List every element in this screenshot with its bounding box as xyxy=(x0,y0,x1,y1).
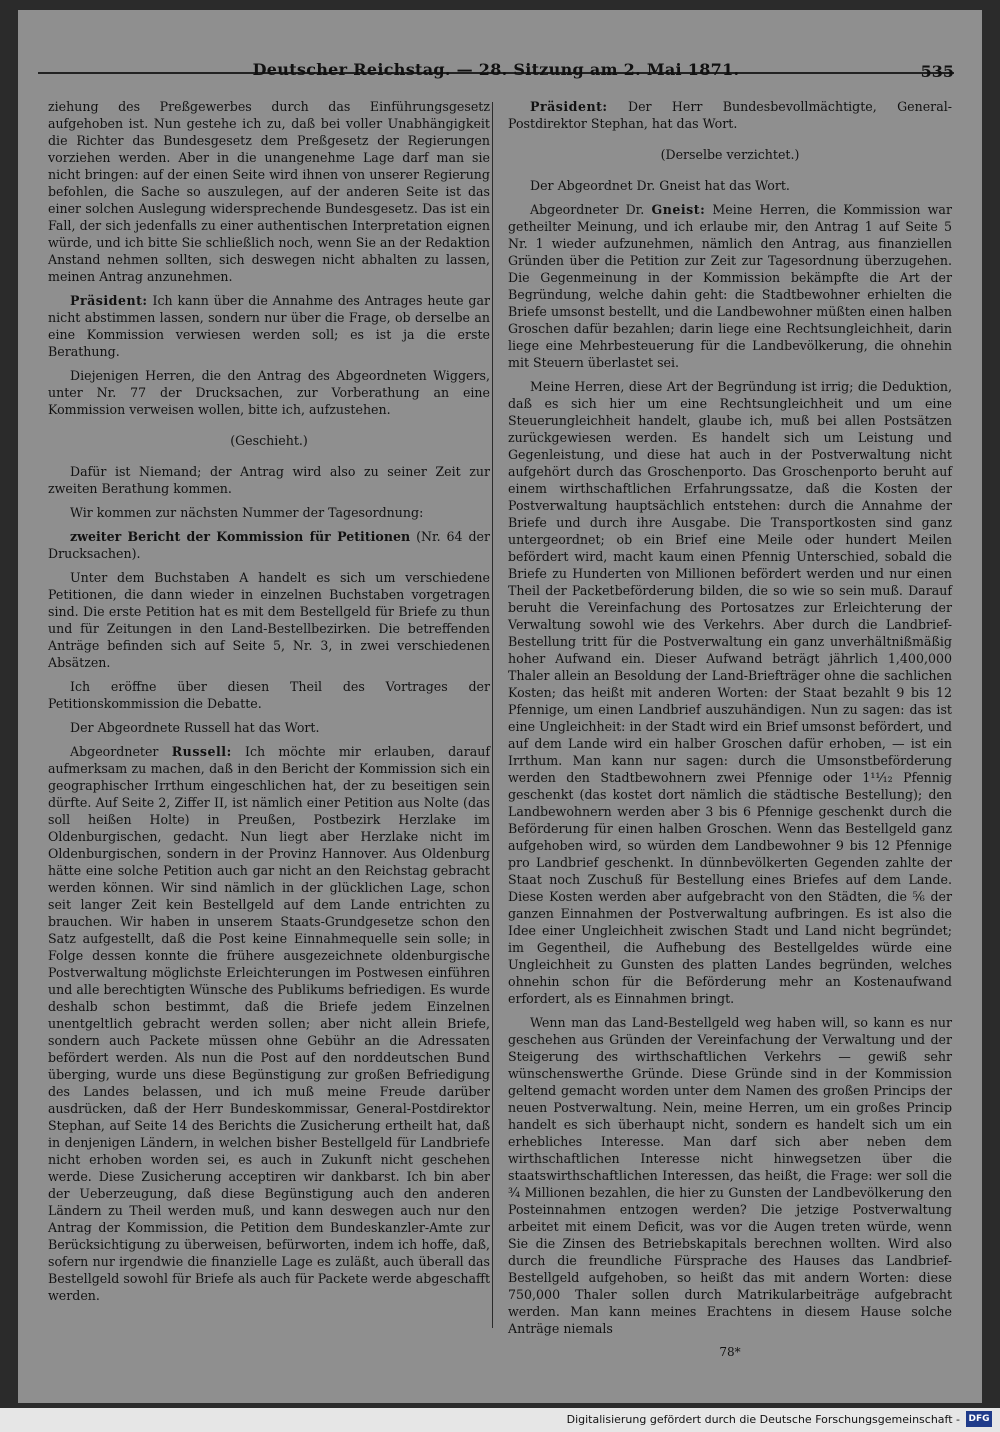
right-column xyxy=(508,98,952,1360)
speaker-name: Russell: xyxy=(171,744,232,759)
paragraph xyxy=(48,743,490,1304)
speaker-name: Präsident: xyxy=(530,99,608,114)
paragraph: Der Abgeordnete Russell hat das Wort. xyxy=(70,720,320,735)
speaker-lead: Abgeordneter Dr. xyxy=(530,202,645,217)
left-column xyxy=(48,98,490,1311)
dfg-logo-icon: DFG xyxy=(966,1411,992,1427)
paragraph: Unter dem Buchstaben A handelt es sich um verschiedene Petitionen, die dann wieder in einzelnen Buchstaben vorgetragen sind. Die erste Petition hat es mit dem Bestellgeld für Briefe zu thun und für Zeitungen in den Land-Bestellbezirken. Die betreffenden Anträge befinden sich auf Seite 5, Nr. 3, in zwei verschiedenen Absätzen. xyxy=(48,570,490,670)
footer-credit: Digitalisierung gefördert durch die Deutsche Forschungsgemeinschaft - xyxy=(566,1413,960,1426)
signature-mark: 78* xyxy=(719,1345,741,1359)
stage-direction: (Derselbe verzichtet.) xyxy=(660,147,800,162)
speech-text: Der Herr Bundesbevollmächtigte, General-Postdirektor Stephan, hat das Wort. xyxy=(508,99,952,131)
page-header xyxy=(38,16,954,81)
paragraph: Diejenigen Herren, die den Antrag des Abgeordneten Wiggers, unter Nr. 77 der Drucksachen, zur Vorberathung an eine Kommission verweisen wollen, bitte ich, aufzustehen. xyxy=(48,368,490,417)
speaker-name: Präsident: xyxy=(70,293,148,308)
paragraph: Wenn man das Land-Bestellgeld weg haben will, so kann es nur geschehen aus Gründen der Vereinfachung der Verwaltung und der Steigerung des wirthschaftlichen Verkehrs — gewiß sehr wünschenswerthe Gründe. Diese Gründe sind in der Kommission geltend gemacht worden unter dem Namen des großen Princips der neuen Postverwaltung. Nein, meine Herren, um ein großes Princip handelt es sich überhaupt nicht, sondern es handelt sich um ein erhebliches Interesse. Man darf sich aber neben dem wirthschaftlichen Interesse nicht hinwegsetzen über die staatswirthschaftlichen Interessen, das heißt, die Frage: wer soll die ³⁄₄ Millionen bezahlen, die hier zu Gunsten der Landbevölkerung den Posteinnahmen entzogen werden? Die jetzige Postverwaltung arbeitet mit einem Deficit, was vor die Augen treten würde, wenn Sie die Zinsen des Betriebskapitals berechnen wollten. Wird also durch die freundliche Fürsprache des Hauses das Landbrief-Bestellgeld aufgehoben, so heißt das mit andern Worten: diese 750,000 Thaler sollen durch Matrikularbeiträge aufgebracht werden. Man kann meines Erachtens in diesem Hause solche Anträge niemals xyxy=(508,1015,952,1336)
stage-direction: (Geschieht.) xyxy=(230,433,308,448)
paragraph xyxy=(508,201,952,371)
speech-text: Ich kann über die Annahme des Antrages heute gar nicht abstimmen lassen, sondern nur über die Frage, ob derselbe an eine Kommission verwiesen werden soll; es ist ja die erste Berathung. xyxy=(48,293,490,359)
agenda-reference: (Nr. 64 der Drucksachen). xyxy=(48,529,490,561)
paragraph xyxy=(48,292,490,360)
speech-text: Meine Herren, die Kommission war getheilter Meinung, und ich erlaube mir, den Antrag 1 auf Seite 5 Nr. 1 wieder aufzunehmen, nämlich den Antrag, aus finanziellen Gründen über die Petition zur Zeit zur Tagesordnung überzugehen. Die Gegenmeinung in der Kommission bekämpfte die Art der Begründung, welche dahin geht: die Stadtbewohner erhielten die Briefe umsonst bestellt, und die Landbewohner müßten einen halben Groschen dafür bezahlen; darin liege eine Rechtsungleichheit, darin liege eine Mehrbesteuerung für die Landbevölkerung, die ohnehin mit Steuern überlastet sei. xyxy=(508,202,952,370)
paragraph: Wir kommen zur nächsten Nummer der Tagesordnung: xyxy=(70,505,424,520)
paragraph: ziehung des Preßgewerbes durch das Einführungsgesetz aufgehoben ist. Nun gestehe ich zu, daß bei voller Unabhängigkeit die Richter das Bundesgesetz dem Preßgesetz der Regierungen vorziehen werden. Aber in die unangenehme Lage darf man sie nicht bringen: auf der einen Seite wird ihnen von unserer Regierung befohlen, die Sache so auszulegen, auf der anderen Seite ist das einer solchen Auslegung widersprechende Bundesgesetz. Das ist ein Fall, der sich jedenfalls zu einer authentischen Interpretation eignen würde, und ich bitte Sie schließlich noch, wenn Sie an der Redaktion Anstand nehmen sollten, sich deswegen nicht abhalten zu lassen, meinen Antrag anzunehmen. xyxy=(48,99,490,284)
agenda-heading: zweiter Bericht der Kommission für Petitionen xyxy=(70,529,411,544)
speaker-lead: Abgeordneter xyxy=(70,744,159,759)
document-page xyxy=(18,10,982,1403)
paragraph: Dafür ist Niemand; der Antrag wird also zu seiner Zeit zur zweiten Berathung kommen. xyxy=(48,464,490,496)
paragraph: Meine Herren, diese Art der Begründung ist irrig; die Deduktion, daß es sich hier um eine Rechtsungleichheit und um eine Steuerungleichheit handelt, glaube ich, muß bei allen Postsätzen zurückgewiesen werden. Es handelt sich um Leistung und Gegenleistung, und diese hat auch in der Postverwaltung nicht aufgehört durch das Groschenporto. Das Groschenporto beruht auf einem wirthschaftlichen Erfahrungssatze, daß die Kosten der Postverwaltung hauptsächlich entstehen: durch die Annahme der Briefe und durch ihre Ausgabe. Die Transportkosten sind ganz untergeordnet; ob ein Brief eine Meile oder hundert Meilen befördert wird, macht kaum einen Pfennig Unterschied, sobald die Briefe zu Hunderten von Millionen befördert werden und nur einen Theil der Packetbeförderung bilden, die so wie so sein muß. Darauf beruht die Vereinfachung des Portosatzes zur Erleichterung der Verwaltung sowohl wie des Verkehrs. Aber durch die Landbrief-Bestellung tritt für die Postverwaltung ein ganz unverhältnißmäßig hoher Aufwand ein. Dieser Aufwand beträgt jährlich 1,400,000 Thaler allein an Besoldung der Land-Briefträger ohne die sachlichen Kosten; das heißt mit anderen Worten: der Staat bezahlt 9 bis 12 Pfennige, um einen Landbrief auszuhändigen. Nun zu sagen: das ist eine Ungleichheit: in der Stadt wird ein Brief umsonst befördert, und auf dem Lande wird ein halber Groschen dafür erhoben, — ist ein Irrthum. Man kann nur sagen: durch die Umsonstbeförderung werden den Stadtbewohnern zwei Pfennige oder 1¹¹⁄₁₂ Pfennig geschenkt (das kostet dort nämlich die städtische Bestellung); den Landbewohnern werden aber 3 bis 6 Pfennige geschenkt durch die Beförderung für einen halben Groschen. Wenn das Bestellgeld ganz aufgehoben wird, so würden dem Landbewohner 9 bis 12 Pfennige pro Landbrief geschenkt. In dünnbevölkerten Gegenden zahlte der Staat noch Zuschuß für Bestellung eines Briefes auf dem Lande. Diese Kosten werden aber aufgebracht von den Städten, die ⁵⁄₆ der ganzen Einnahmen der Postverwaltung aufbringen. Es ist also die Idee einer Ungleichheit zwischen Stadt und Land nicht begründet; im Gegentheil, die Aufhebung des Bestellgeldes würde eine Ungleichheit zu Gunsten des platten Landes begründen, welches ohnehin schon für die Beförderung mehr an Kostenaufwand erfordert, als es Einnahmen bringt. xyxy=(508,379,952,1006)
speaker-name: Gneist: xyxy=(651,202,706,217)
column-divider xyxy=(492,102,493,1328)
paragraph xyxy=(508,98,952,132)
page-number: 535 xyxy=(920,62,954,81)
speech-text: Ich möchte mir erlauben, darauf aufmerksam zu machen, daß in den Bericht der Kommission sich ein geographischer Irrthum eingeschlichen hat, der zu beseitigen sein dürfte. Auf Seite 2, Ziffer II, ist nämlich einer Petition aus Nolte (das soll heißen Holte) in Preußen, Postbezirk Herzlake im Oldenburgischen, gedacht. Nun liegt aber Herzlake nicht im Oldenburgischen, sondern in der Provinz Hannover. Aus Oldenburg hätte eine solche Petition auch gar nicht an den Reichstag gebracht werden können. Wir sind nämlich in der glücklichen Lage, schon seit langer Zeit kein Bestellgeld auf dem Lande entrichten zu brauchen. Wir haben in unserem Staats-Grundgesetze schon den Satz aufgestellt, daß die Post keine Einnahmequelle sein solle; in Folge dessen konnte die frühere ausgezeichnete oldenburgische Postverwaltung möglichste Erleichterungen im Postwesen einführen und alle berechtigten Wünsche des Publikums befriedigen. Es wurde deshalb schon bestimmt, daß die Briefe jedem Einzelnen unentgeltlich gebracht werden sollen; aber nicht allein Briefe, sondern auch Packete müssen ohne Gebühr an die Adressaten befördert werden. Als nun die Post auf den norddeutschen Bund überging, wurde uns diese Begünstigung zur großen Befriedigung des Landes belassen, und ich muß meine Freude darüber ausdrücken, daß der Herr Bundeskommissar, General-Postdirektor Stephan, auf Seite 14 des Berichts die Zusicherung ertheilt hat, daß in denjenigen Ländern, in welchen bisher Bestellgeld für Landbriefe nicht erhoben worden sei, es auch in Zukunft nicht geschehen werde. Diese Zusicherung acceptiren wir dankbarst. Ich bin aber der Ueberzeugung, daß diese Begünstigung auch den anderen Ländern zu Theil werden muß, und kann deswegen auch nur den Antrag der Kommission, die Petition dem Bundeskanzler-Amte zur Berücksichtigung zu überweisen, befürworten, indem ich hoffe, daß, sofern nur irgendwie die finanzielle Lage es zuläßt, auch überall das Bestellgeld sowohl für Briefe als auch für Packete werde abgeschafft werden. xyxy=(48,744,490,1303)
paragraph: Ich eröffne über diesen Theil des Vortrages der Petitionskommission die Debatte. xyxy=(48,679,490,711)
paragraph: Der Abgeordnet Dr. Gneist hat das Wort. xyxy=(530,178,790,193)
running-title: Deutscher Reichstag. — 28. Sitzung am 2. Mai 1871. xyxy=(252,60,740,79)
agenda-item xyxy=(48,528,490,562)
